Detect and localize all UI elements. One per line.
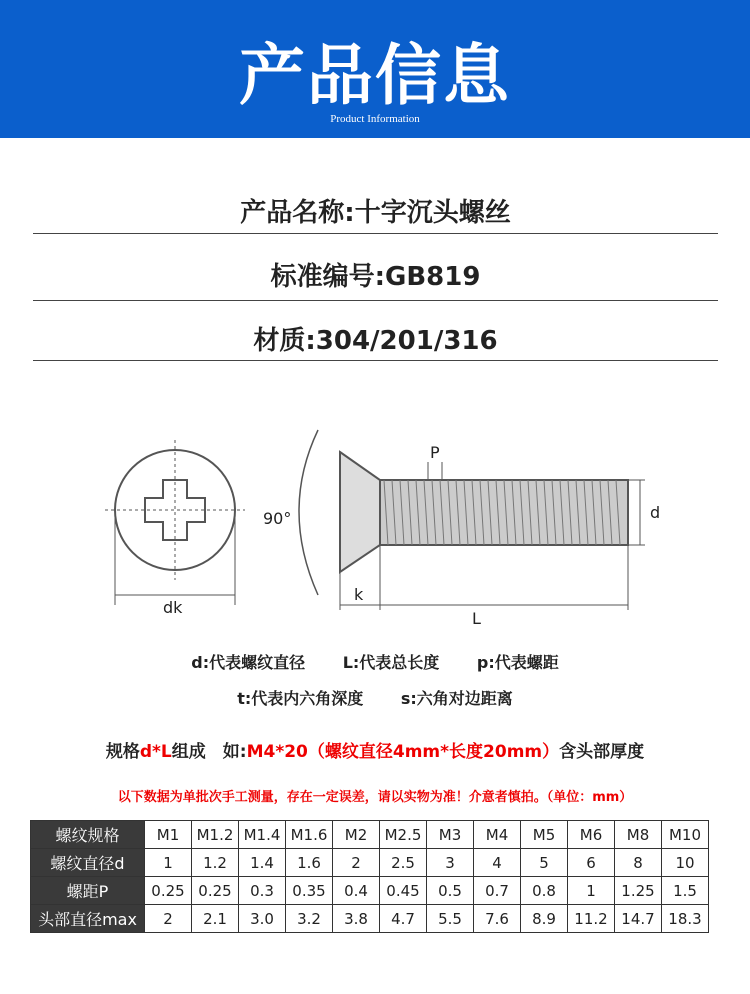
table-row [31,849,709,877]
table-cell: 3.8 [333,905,380,933]
table-cell: 11.2 [568,905,615,933]
table-row [31,877,709,905]
table-cell: 4.7 [380,905,427,933]
table-cell: 0.4 [333,877,380,905]
table-cell: 1.6 [286,849,333,877]
legend-L: L:代表总长度 [342,653,440,672]
divider [33,300,718,301]
table-cell: 18.3 [662,905,709,933]
spec-text: 规格 [105,742,140,762]
table-cell: 1.4 [239,849,286,877]
table-cell: 0.25 [192,877,239,905]
table-cell: M2.5 [380,821,427,849]
row-header: 螺纹直径d [31,849,145,877]
legend-s: s:六角对边距离 [400,689,513,708]
measurement-notice: 以下数据为单批次手工测量，存在一定误差，请以实物为准！介意者慎拍。（单位：mm） [117,790,633,805]
product-standard: 标准编号:GB819 [270,262,481,292]
divider [33,233,718,234]
table-cell: 0.5 [427,877,474,905]
table-cell: M1 [145,821,192,849]
table-cell: 3 [427,849,474,877]
table-cell: 2 [145,905,192,933]
table-cell: 1.2 [192,849,239,877]
table-cell: 0.8 [521,877,568,905]
table-cell: 0.3 [239,877,286,905]
angle-label: 90° [263,509,292,528]
product-material: 材质:304/201/316 [253,326,498,356]
table-cell: 3.0 [239,905,286,933]
table-cell: M4 [474,821,521,849]
table-cell: 3.2 [286,905,333,933]
spec-example [0,737,750,762]
legend-row-1 [0,650,750,673]
table-cell: 5 [521,849,568,877]
table-cell: 1 [568,877,615,905]
table-row [31,821,709,849]
spec-formula: d*L [139,742,172,762]
table-cell: 0.7 [474,877,521,905]
table-cell: 1 [145,849,192,877]
table-cell: 14.7 [615,905,662,933]
diameter-label: d [650,503,661,522]
legend-p: p:代表螺距 [476,653,559,672]
k-label: k [354,585,364,604]
table-cell: 2.5 [380,849,427,877]
table-cell: 10 [662,849,709,877]
pitch-label: P [430,443,440,462]
table-cell: 7.6 [474,905,521,933]
table-row [31,905,709,933]
table-cell: M1.2 [192,821,239,849]
table-cell: M3 [427,821,474,849]
product-name: 产品名称:十字沉头螺丝 [240,198,511,228]
table-cell: 0.45 [380,877,427,905]
spec-example-value: M4*20（螺纹直径4mm*长度20mm） [246,742,560,762]
table-cell: 2.1 [192,905,239,933]
table-cell: 1.25 [615,877,662,905]
row-header: 螺距P [31,877,145,905]
row-header: 头部直径max [31,905,145,933]
divider [33,360,718,361]
table-cell: M1.4 [239,821,286,849]
row-header: 螺纹规格 [31,821,145,849]
table-cell: 4 [474,849,521,877]
legend-d: d:代表螺纹直径 [191,653,306,672]
banner-title: 产品信息 [239,37,511,114]
table-cell: 8 [615,849,662,877]
table-cell: 0.25 [145,877,192,905]
spec-text: 组成 如: [171,742,247,762]
table-cell: M2 [333,821,380,849]
spec-text: 含头部厚度 [559,742,645,762]
dk-label: dk [163,598,183,617]
table-cell: 8.9 [521,905,568,933]
table-cell: M5 [521,821,568,849]
table-cell: 2 [333,849,380,877]
table-cell: 6 [568,849,615,877]
header-banner [0,0,750,138]
legend-t: t:代表内六角深度 [237,689,364,708]
table-cell: 5.5 [427,905,474,933]
legend-row-2 [0,686,750,709]
spec-table [30,820,709,933]
table-cell: 1.5 [662,877,709,905]
table-cell: M1.6 [286,821,333,849]
table-cell: M8 [615,821,662,849]
length-label: L [472,609,481,628]
banner-subtitle: Product Information [330,113,420,125]
screw-diagram [0,400,750,630]
table-cell: 0.35 [286,877,333,905]
table-cell: M6 [568,821,615,849]
table-cell: M10 [662,821,709,849]
